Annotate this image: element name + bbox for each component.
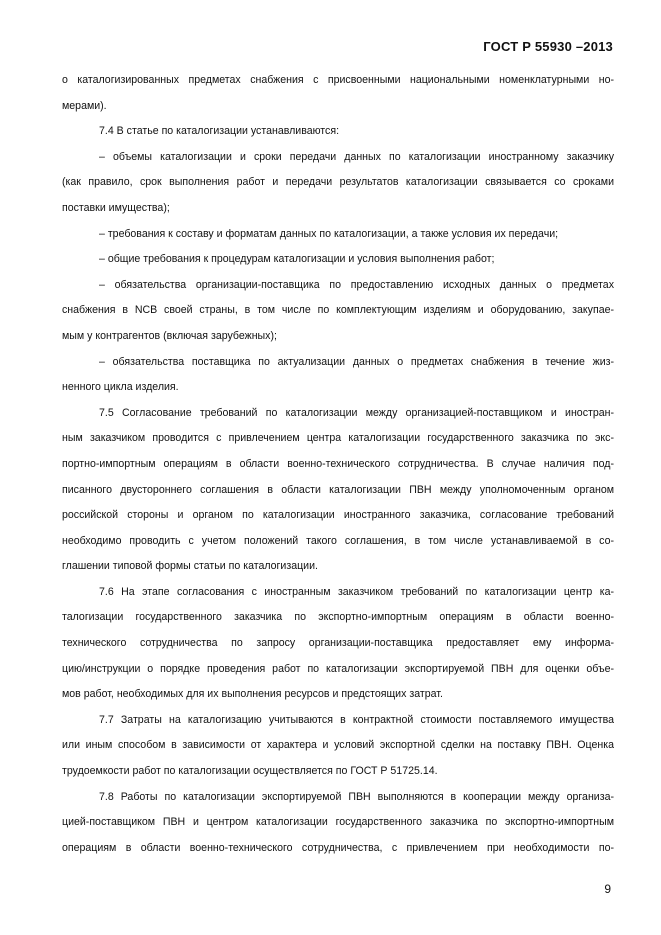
text-line: (как правило, срок выполнения работ и передачи результатов каталогизации связывается со сроками (62, 176, 614, 189)
text-line: – объемы каталогизации и сроки передачи данных по каталогизации иностранному заказчику (99, 150, 614, 163)
text-line: технического сотрудничества по запросу организации-поставщика предоставляет ему информа- (62, 637, 614, 650)
text-line: – требования к составу и форматам данных по каталогизации, а также условия их передачи; (99, 227, 559, 240)
text-line: трудоемкости работ по каталогизации осуществляется по ГОСТ Р 51725.14. (62, 765, 438, 778)
text-line: снабжения в NCB своей страны, в том числе по комплектующим изделиям и оборудованию, закупае- (62, 304, 614, 317)
text-line: или иным способом в зависимости от характера и условий экспортной сделки на поставку ПВН. Оценка (62, 739, 614, 752)
text-line: – обязательства поставщика по актуализации данных о предметах снабжения в течение жиз- (99, 355, 614, 368)
text-line: ненного цикла изделия. (62, 381, 179, 394)
text-line: талогизации государственного заказчика по экспортно-импортным операциям в области военно- (62, 611, 614, 624)
text-line: о каталогизированных предметах снабжения с присвоенными национальными номенклатурными но- (62, 74, 614, 86)
text-line: 7.6 На этапе согласования с иностранным заказчиком требований по каталогизации центр ка- (99, 585, 614, 598)
text-line: мерами). (62, 99, 107, 112)
page-number: 9 (604, 882, 611, 896)
text-line: поставки имущества); (62, 201, 170, 214)
text-line: 7.8 Работы по каталогизации экспортируемой ПВН выполняются в кооперации между организа- (99, 790, 614, 803)
document-code-header: ГОСТ Р 55930 –2013 (483, 39, 613, 54)
text-line: – обязательства организации-поставщика по предоставлению исходных данных о предметах (99, 278, 614, 291)
text-line: мым у контрагентов (включая зарубежных); (62, 329, 277, 342)
text-line: глашении типовой формы статьи по каталогизации. (62, 560, 318, 573)
text-line: – общие требования к процедурам каталогизации и условия выполнения работ; (99, 253, 495, 266)
text-line: 7.7 Затраты на каталогизацию учитываются в контрактной стоимости поставляемого имущества (99, 713, 614, 726)
text-line: писанного двустороннего соглашения в области каталогизации ПВН между уполномоченным органом (62, 483, 614, 496)
text-line: операциям в области военно-технического сотрудничества, с привлечением при необходимости по- (62, 841, 614, 854)
text-line: ным заказчиком проводится с привлечением центра каталогизации государственного заказчика по экс- (62, 432, 614, 445)
text-line: 7.4 В статье по каталогизации устанавливаются: (99, 125, 340, 138)
text-line: мов работ, необходимых для их выполнения ресурсов и предстоящих затрат. (62, 688, 443, 701)
text-line: цией-поставщиком ПВН и центром каталогизации государственного заказчика по экспортно-импортным (62, 816, 614, 829)
document-body (62, 68, 614, 861)
text-line: 7.5 Согласование требований по каталогизации между организацией-поставщиком и иностран- (99, 406, 614, 419)
text-line: цию/инструкции о порядке проведения работ по каталогизации экспортируемой ПВН для оценки объе- (62, 662, 614, 675)
text-line: российской стороны и органом по каталогизации иностранного заказчика, согласование требований (62, 509, 614, 522)
text-line: портно-импортным операциям в области военно-технического сотрудничества. В случае наличия под- (62, 457, 614, 470)
text-line: необходимо проводить с учетом положений такого соглашения, в том числе устанавливаемой в со- (62, 534, 614, 547)
